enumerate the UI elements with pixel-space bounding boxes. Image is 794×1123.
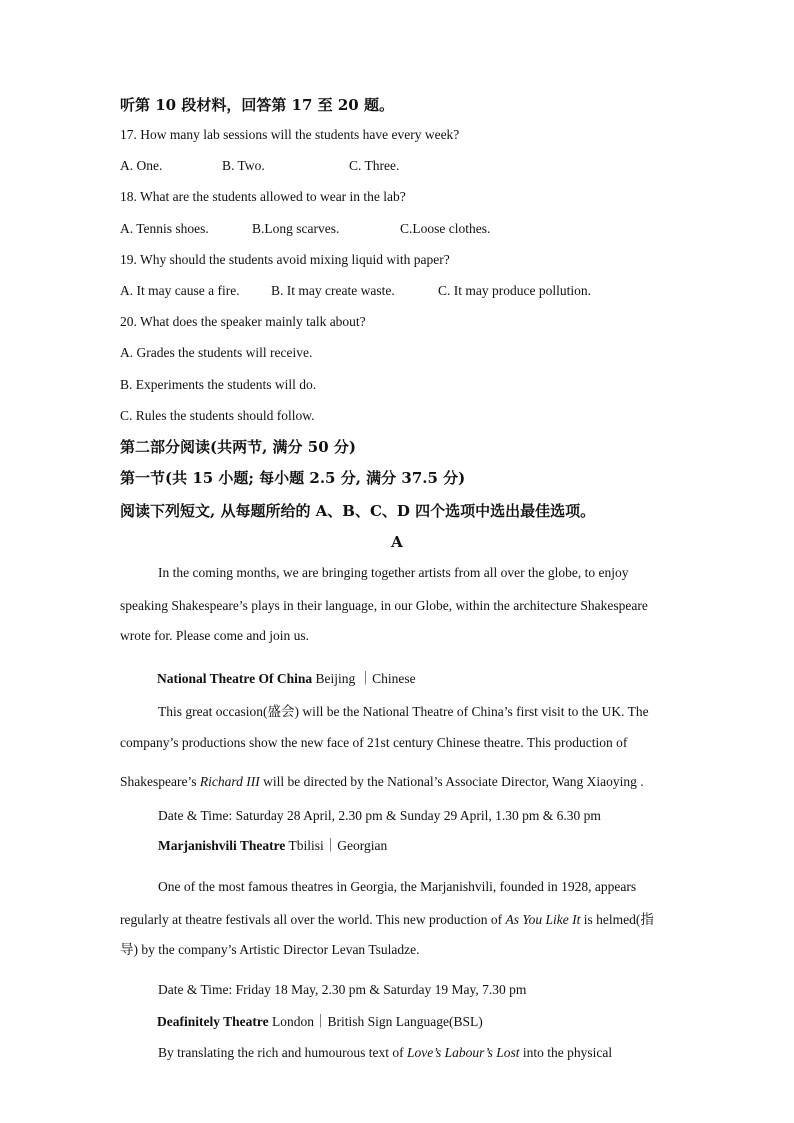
section-heading: 第一节(共 15 小题; 每小题 2.5 分, 满分 37.5 分): [120, 469, 466, 487]
option-a: A. Tennis shoes.: [120, 221, 209, 236]
theatre2-line-1: One of the most famous theatres in Georgia, the Marjanishvili, founded in 1928, appears: [158, 879, 637, 894]
theatre-meta: Tbilisi｜Georgian: [285, 838, 388, 853]
option-a: A. It may cause a fire.: [120, 283, 240, 298]
part-heading-reading: 第二部分阅读(共两节, 满分 50 分): [120, 438, 356, 456]
reading-instruction: 阅读下列短文, 从每题所给的 A、B、C、D 四个选项中选出最佳选项。: [120, 502, 596, 520]
option-c: C. Three.: [349, 158, 400, 173]
theatre-heading-marjanishvili: [158, 837, 387, 855]
option-b: B. It may create waste.: [271, 283, 395, 298]
intro-line-2: speaking Shakespeare’s plays in their language, in our Globe, within the architecture Shakespeare: [120, 598, 648, 613]
theatre-heading-deafinitely: [157, 1013, 483, 1031]
theatre2-line-2: [120, 911, 654, 929]
option-b: B.Long scarves.: [252, 221, 340, 236]
question-20-option-a: A. Grades the students will receive.: [120, 345, 313, 360]
question-19: 19. Why should the students avoid mixing liquid with paper?: [120, 252, 450, 267]
question-18: 18. What are the students allowed to wear in the lab?: [120, 189, 406, 204]
option-b: B. Two.: [222, 158, 265, 173]
play-title: Richard III: [199, 774, 260, 789]
text: is helmed(指: [580, 912, 654, 927]
question-20-option-b: B. Experiments the students will do.: [120, 377, 317, 392]
option-c: C.Loose clothes.: [400, 221, 491, 236]
theatre-meta: London｜British Sign Language(BSL): [268, 1014, 483, 1029]
theatre1-line-1: This great occasion(盛会) will be the National Theatre of China’s first visit to the UK. The: [158, 704, 649, 719]
intro-line-1: In the coming months, we are bringing together artists from all over the globe, to enjoy: [158, 565, 629, 580]
intro-line-3: wrote for. Please come and join us.: [120, 628, 309, 643]
option-a: A. One.: [120, 158, 163, 173]
question-20-option-c: C. Rules the students should follow.: [120, 408, 315, 423]
section-heading-listening: 听第 10 段材料，回答第 17 至 20 题。: [120, 96, 394, 114]
theatre1-date: Date & Time: Saturday 28 April, 2.30 pm & Sunday 29 April, 1.30 pm & 6.30 pm: [158, 808, 601, 823]
theatre-heading-national-theatre: [157, 670, 416, 688]
text: Shakespeare’s: [120, 774, 200, 789]
play-title: Love’s Labour’s Lost: [406, 1045, 520, 1060]
passage-label: A: [391, 533, 403, 551]
theatre3-line-1: [158, 1044, 612, 1062]
theatre1-line-2: company’s productions show the new face of 21st century Chinese theatre. This production of: [120, 735, 628, 750]
option-c: C. It may produce pollution.: [438, 283, 591, 298]
question-20: 20. What does the speaker mainly talk about?: [120, 314, 366, 329]
theatre2-date: Date & Time: Friday 18 May, 2.30 pm & Saturday 19 May, 7.30 pm: [158, 982, 527, 997]
theatre-meta: Beijing ｜Chinese: [312, 671, 416, 686]
text: By translating the rich and humourous text of: [158, 1045, 407, 1060]
play-title: As You Like It: [505, 912, 581, 927]
theatre1-line-3: [120, 773, 644, 791]
theatre2-line-3: 导) by the company’s Artistic Director Levan Tsuladze.: [120, 942, 420, 957]
text: will be directed by the National’s Associate Director, Wang Xiaoying .: [259, 774, 644, 789]
text: regularly at theatre festivals all over the world. This new production of: [120, 912, 506, 927]
question-17: 17. How many lab sessions will the students have every week?: [120, 127, 460, 142]
theatre-name: National Theatre Of China: [157, 671, 313, 686]
text: into the physical: [519, 1045, 613, 1060]
theatre-name: Marjanishvili Theatre: [158, 838, 286, 853]
theatre-name: Deafinitely Theatre: [157, 1014, 269, 1029]
